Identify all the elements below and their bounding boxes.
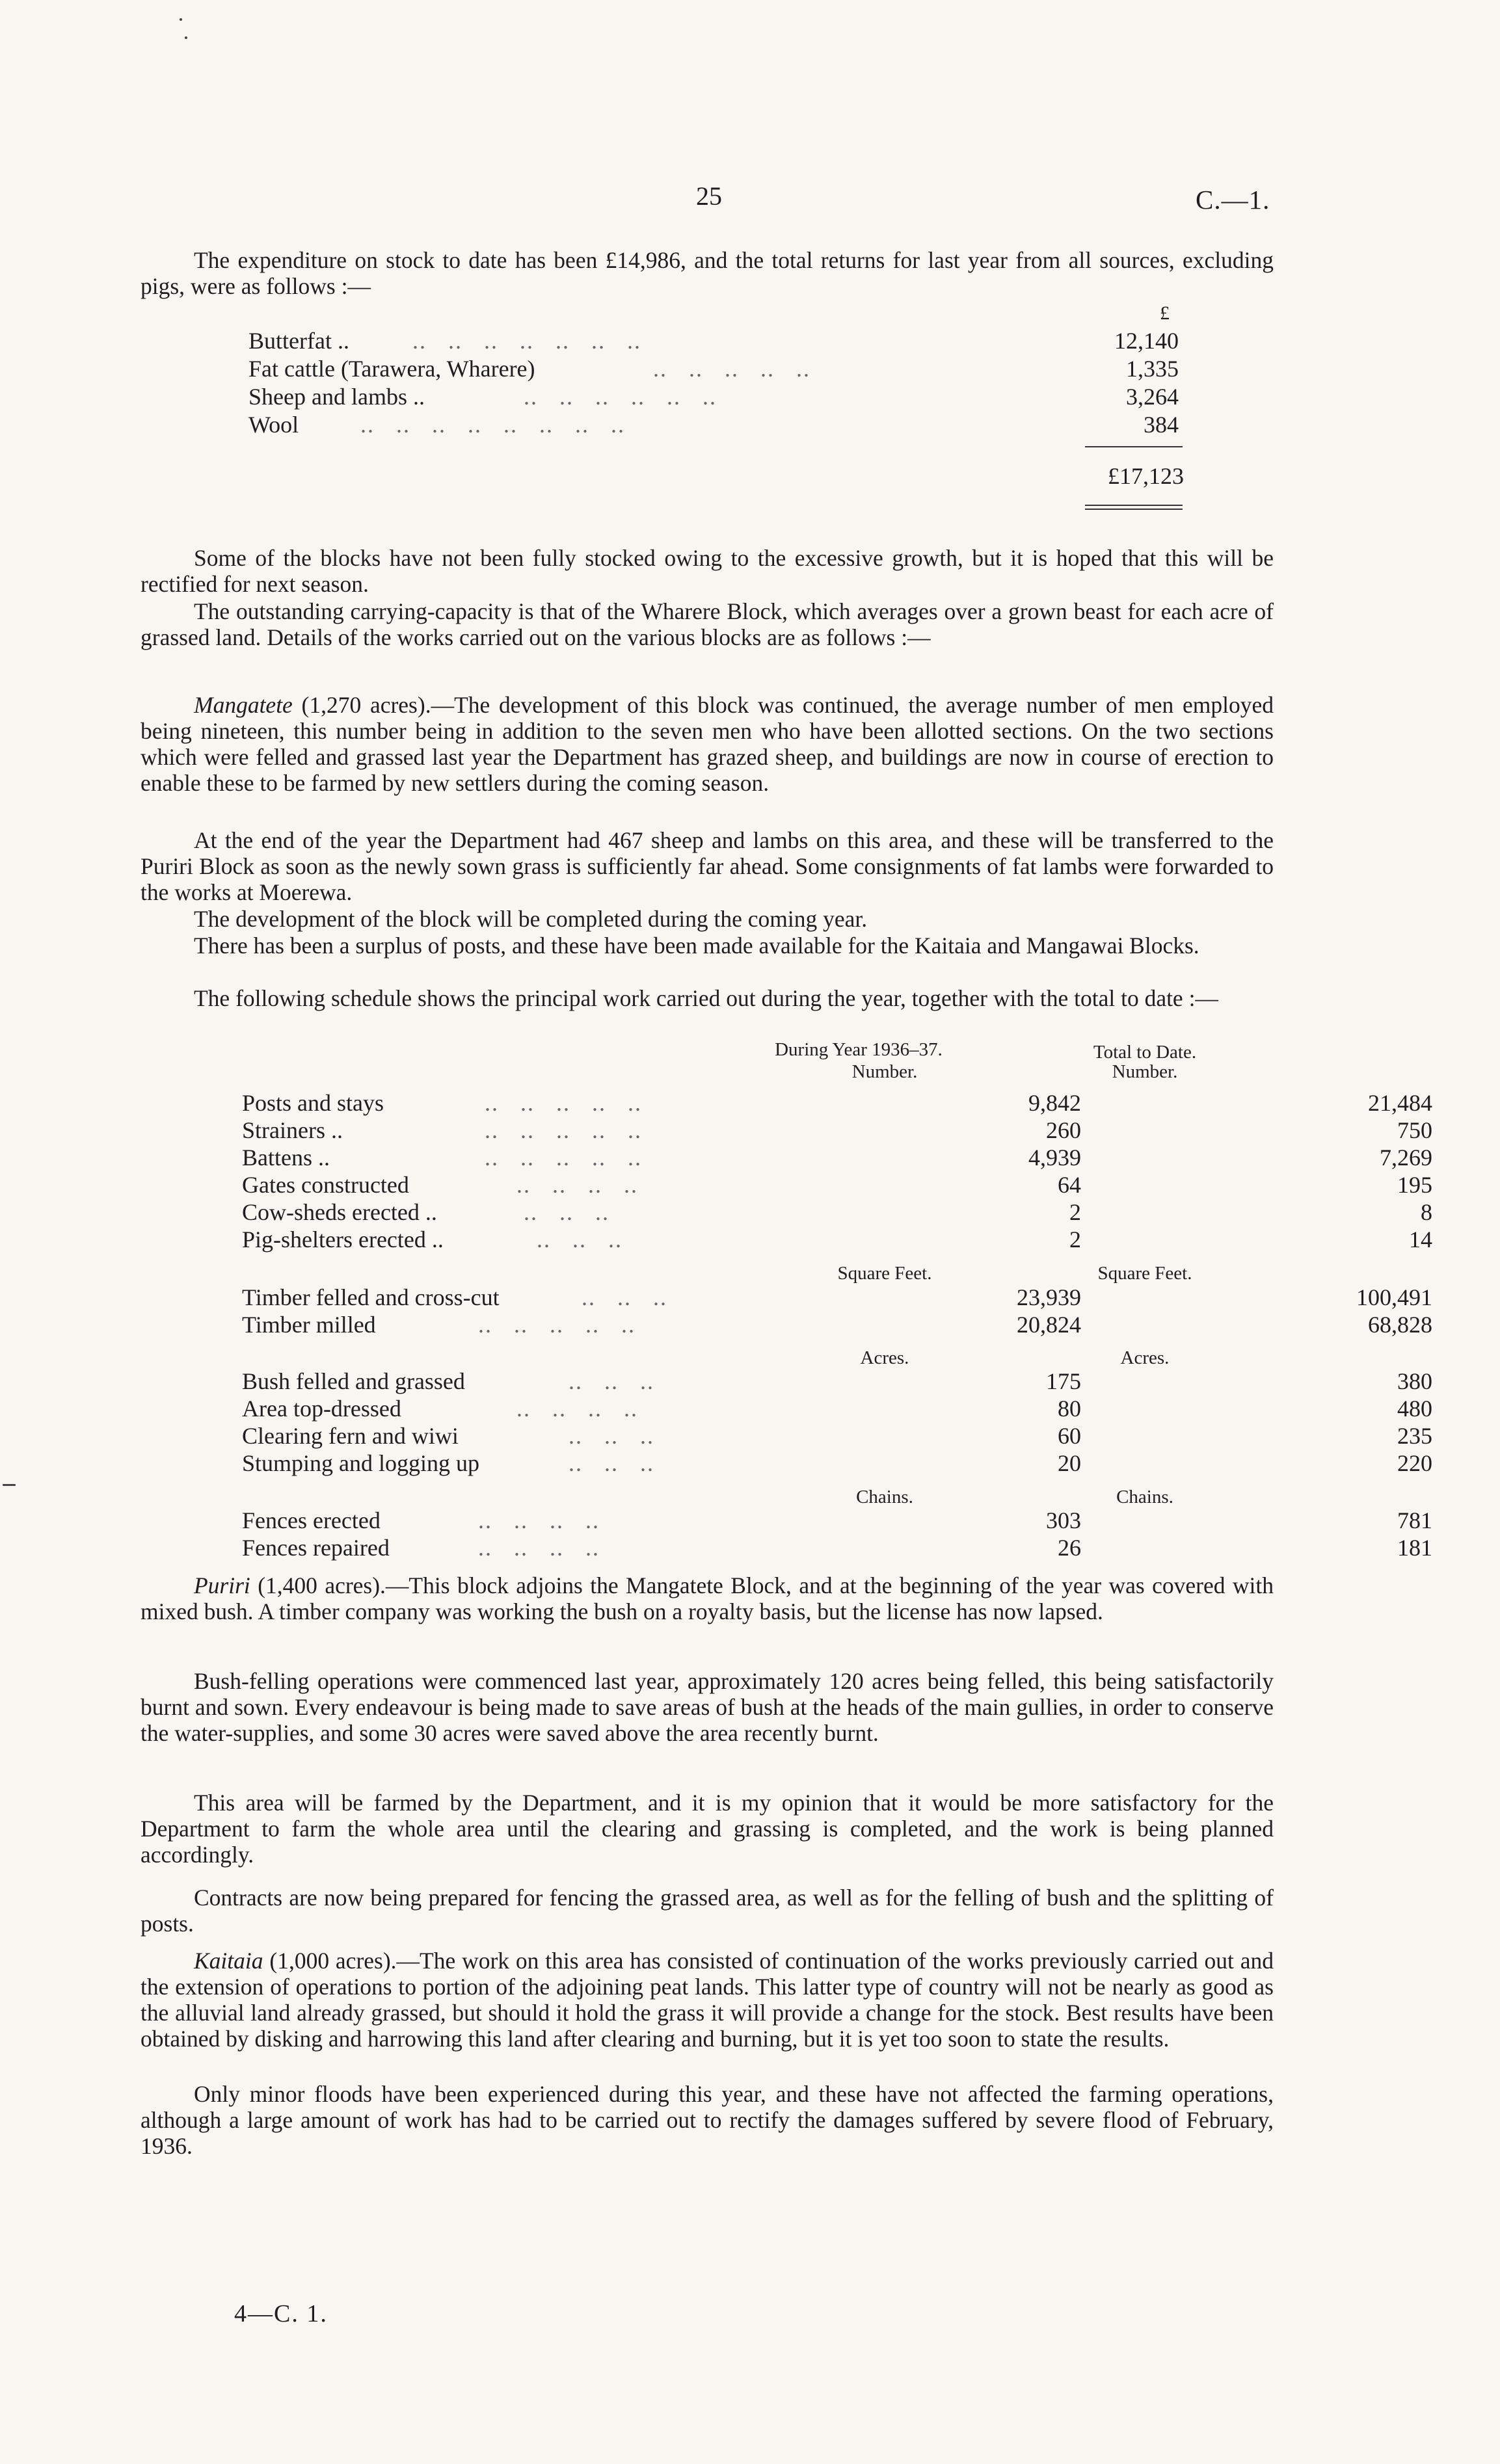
paragraph-bushfelling: Bush-felling operations were commenced last year, approximately 120 acres being felled, this being satisfactorily burnt and sown. Every endeavour is being made to save areas of bush at the heads of the main gullies, in order to conserve the water-supplies, and some 30 acres were saved above the area recently burnt. — [141, 1668, 1274, 1746]
year-value: 2 — [1069, 1199, 1081, 1225]
total-value: 8 — [1421, 1199, 1432, 1225]
row-label: Bush felled and grassed — [242, 1368, 465, 1394]
block-name-kaitaia: Kaitaia — [194, 1948, 263, 1974]
row-label: Timber milled — [242, 1312, 376, 1338]
table-row — [242, 1534, 1432, 1561]
row-label: Battens .. — [242, 1145, 330, 1171]
year-value: 4,939 — [1028, 1145, 1081, 1171]
table-row — [242, 1368, 1432, 1395]
leader-dots: .. .. .. .. — [457, 1535, 600, 1561]
table-row — [242, 1284, 1432, 1311]
leader-dots: .. .. .. — [502, 1199, 609, 1225]
returns-total: £17,123 — [1108, 463, 1184, 489]
total-value: 100,491 — [1356, 1284, 1432, 1310]
currency-label: £ — [1160, 302, 1170, 324]
leader-dots: .. .. .. — [567, 1284, 667, 1310]
leader-dots: .. .. .. — [554, 1423, 654, 1449]
year-value: 80 — [1058, 1396, 1081, 1422]
total-value: 21,484 — [1368, 1090, 1432, 1116]
page-footer: 4—C. 1. — [234, 2300, 328, 2327]
block-name-mangatete: Mangatete — [194, 692, 293, 718]
leader-dots: .. .. .. .. .. — [639, 356, 810, 382]
year-value: 26 — [1058, 1535, 1081, 1561]
leader-dots: .. .. .. .. .. .. .. — [398, 328, 641, 354]
scan-speck — [185, 36, 187, 39]
unit-label: Chains. — [1116, 1487, 1173, 1507]
paragraph-floods: Only minor floods have been experienced during this year, and these have not affected the farming operations, although a large amount of work has had to be carried out to rectify the damages suffered by severe flood of February, 1936. — [141, 2081, 1274, 2159]
paragraph-farmed: This area will be farmed by the Department, and it is my opinion that it would be more satisfactory for the Department to farm the whole area until the clearing and grassing is completed, and the work is being planned accordingly. — [141, 1790, 1274, 1868]
returns-label: Butterfat .. — [248, 328, 349, 354]
intro-paragraph: The expenditure on stock to date has been £14,986, and the total returns for last year from all sources, excluding pigs, were as follows :— — [141, 247, 1274, 299]
paragraph-mangatete — [141, 692, 1274, 796]
paragraph-development: The development of the block will be completed during the coming year. — [194, 906, 868, 932]
paragraph-sheep: At the end of the year the Department had 467 sheep and lambs on this area, and these will be transferred to the Puriri Block as soon as the newly sown grass is sufficiently far ahead. Some consignments of fat lambs were forwarded to the works at Moerewa. — [141, 827, 1274, 905]
table-row — [242, 1199, 1432, 1226]
unit-label: Number. — [1112, 1061, 1178, 1082]
year-value: 2 — [1069, 1226, 1081, 1252]
paragraph-stocked: Some of the blocks have not been fully stocked owing to the excessive growth, but it is hoped that this will be rectified for next season. — [141, 545, 1274, 597]
returns-label: Wool — [248, 412, 299, 438]
year-value: 260 — [1046, 1117, 1081, 1143]
paragraph-schedule: The following schedule shows the principal work carried out during the year, together with the total to date :— — [194, 985, 1218, 1011]
year-value: 20 — [1058, 1450, 1081, 1476]
returns-row — [248, 383, 1185, 410]
total-value: 750 — [1397, 1117, 1432, 1143]
leader-dots: .. .. .. — [554, 1450, 654, 1476]
year-value: 303 — [1046, 1507, 1081, 1533]
total-value: 480 — [1397, 1396, 1432, 1422]
leader-dots: .. .. .. — [554, 1368, 654, 1394]
page-number: 25 — [696, 181, 722, 211]
kaitaia-text: (1,000 acres).—The work on this area has consisted of continuation of the works previously carried out and the extension of operations to portion of the adjoining peat lands. This latter type of country will not be nearly as good as the alluvial land already grassed, but should it hold the grass it will provide a change for the stock. Best results have been obtained by disking and harrowing this land after clearing and burning, but it is yet too soon to state the results. — [141, 1948, 1274, 2052]
table-row — [242, 1226, 1432, 1253]
paragraph-contracts: Contracts are now being prepared for fencing the grassed area, as well as for the felling of bush and the splitting of posts. — [141, 1885, 1274, 1937]
year-value: 175 — [1046, 1368, 1081, 1394]
year-value: 20,824 — [1017, 1312, 1081, 1338]
row-label: Timber felled and cross-cut — [242, 1284, 500, 1310]
paragraph-capacity: The outstanding carrying-capacity is that of the Wharere Block, which averages over a grown beast for each acre of grassed land. Details of the works carried out on the various blocks are as follows :— — [141, 598, 1274, 650]
document-reference: C.—1. — [1196, 185, 1270, 215]
row-label: Pig-shelters erected .. — [242, 1226, 444, 1252]
unit-label: Acres. — [860, 1347, 909, 1368]
row-label: Strainers .. — [242, 1117, 343, 1143]
table-row — [242, 1422, 1432, 1450]
leader-dots: .. .. .. .. .. — [463, 1145, 642, 1171]
scan-speck — [180, 18, 182, 21]
returns-amount: 1,335 — [1126, 356, 1179, 382]
scan-mark — [3, 1484, 16, 1486]
leader-dots: .. .. .. .. — [457, 1507, 600, 1533]
returns-amount: 384 — [1144, 412, 1179, 438]
table-row — [242, 1089, 1432, 1117]
table-row — [242, 1311, 1432, 1338]
total-value: 181 — [1397, 1535, 1432, 1561]
block-name-puriri: Puriri — [194, 1572, 250, 1598]
leader-dots: .. .. .. — [515, 1226, 623, 1252]
paragraph-puriri — [141, 1572, 1274, 1624]
returns-row — [248, 355, 1185, 382]
leader-dots: .. .. .. .. — [502, 1172, 638, 1198]
total-value: 380 — [1397, 1368, 1432, 1394]
row-label: Cow-sheds erected .. — [242, 1199, 437, 1225]
unit-label: Chains. — [856, 1487, 913, 1507]
returns-label: Fat cattle (Tarawera, Wharere) — [248, 356, 535, 382]
returns-amount: 12,140 — [1114, 328, 1179, 354]
year-value: 64 — [1058, 1172, 1081, 1198]
row-label: Posts and stays — [242, 1090, 384, 1116]
mangatete-text: (1,270 acres).—The development of this block was continued, the average number of men employed being nineteen, this number being in addition to the seven men who have been allotted sections. On the two sections which were felled and grassed last year the Department has grazed sheep, and buildings are now in course of erection to enable these to be farmed by new settlers during the coming season. — [141, 692, 1274, 796]
total-value: 7,269 — [1380, 1145, 1432, 1171]
row-label: Clearing fern and wiwi — [242, 1423, 459, 1449]
subtotal-rule — [1085, 446, 1183, 447]
table-row — [242, 1144, 1432, 1171]
table-row — [242, 1117, 1432, 1144]
total-value: 235 — [1397, 1423, 1432, 1449]
returns-label: Sheep and lambs .. — [248, 384, 425, 410]
year-value: 9,842 — [1028, 1090, 1081, 1116]
table-row — [242, 1171, 1432, 1199]
year-value: 23,939 — [1017, 1284, 1081, 1310]
row-label: Area top-dressed — [242, 1396, 401, 1422]
unit-label: Acres. — [1120, 1347, 1170, 1368]
table-row — [242, 1507, 1432, 1534]
column-header-total: Total to Date. — [1093, 1042, 1197, 1063]
leader-dots: .. .. .. .. .. .. .. .. — [346, 412, 625, 438]
total-value: 220 — [1397, 1450, 1432, 1476]
unit-label: Square Feet. — [837, 1263, 932, 1284]
year-value: 60 — [1058, 1423, 1081, 1449]
total-value: 195 — [1397, 1172, 1432, 1198]
total-value: 14 — [1409, 1226, 1432, 1252]
returns-row — [248, 327, 1185, 354]
puriri-text: (1,400 acres).—This block adjoins the Mangatete Block, and at the beginning of the year was covered with mixed bush. A timber company was working the bush on a royalty basis, but the license has now lapsed. — [141, 1572, 1274, 1624]
table-row — [242, 1395, 1432, 1422]
leader-dots: .. .. .. .. .. — [463, 1117, 642, 1143]
leader-dots: .. .. .. .. .. — [457, 1312, 636, 1338]
leader-dots: .. .. .. .. — [502, 1396, 638, 1422]
leader-dots: .. .. .. .. .. .. — [502, 384, 717, 410]
row-label: Stumping and logging up — [242, 1450, 480, 1476]
table-row — [242, 1450, 1432, 1477]
leader-dots: .. .. .. .. .. — [463, 1090, 642, 1116]
total-value: 68,828 — [1368, 1312, 1432, 1338]
total-double-rule — [1085, 509, 1183, 510]
total-value: 781 — [1397, 1507, 1432, 1533]
total-double-rule — [1085, 505, 1183, 506]
row-label: Gates constructed — [242, 1172, 409, 1198]
unit-label: Number. — [851, 1061, 918, 1082]
returns-row — [248, 411, 1185, 438]
row-label: Fences repaired — [242, 1535, 390, 1561]
column-header-year: During Year 1936–37. — [775, 1039, 943, 1060]
paragraph-kaitaia — [141, 1948, 1274, 2052]
row-label: Fences erected — [242, 1507, 381, 1533]
unit-label: Square Feet. — [1097, 1263, 1192, 1284]
paragraph-posts: There has been a surplus of posts, and these have been made available for the Kaitaia and Mangawai Blocks. — [194, 933, 1199, 959]
returns-amount: 3,264 — [1126, 384, 1179, 410]
